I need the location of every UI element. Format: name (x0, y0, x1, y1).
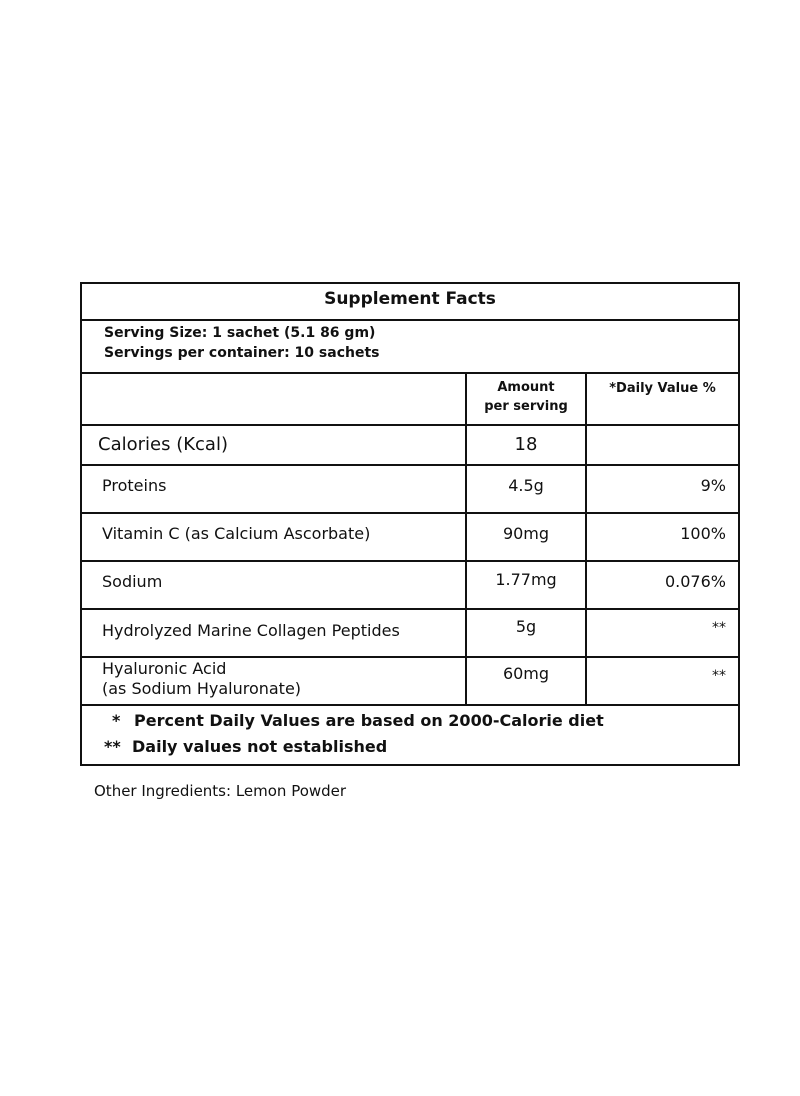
nutrient-dv-cell (585, 426, 738, 464)
footnote-text: Daily values not established (132, 737, 388, 756)
nutrient-dv-cell (585, 514, 738, 560)
footnote-mark: ** (104, 737, 121, 756)
header-amount-cell (465, 374, 585, 424)
nutrient-dv-cell (585, 610, 738, 656)
nutrient-dv-cell (585, 466, 738, 512)
nutrient-dv: 9% (700, 476, 726, 495)
nutrient-name: Hydrolyzed Marine Collagen Peptides (102, 621, 400, 640)
header-amount-line1: Amount (497, 380, 555, 395)
nutrient-amount: 1.77mg (495, 570, 557, 589)
nutrient-amount-cell (465, 466, 585, 512)
nutrient-amount-cell (465, 610, 585, 656)
header-dv-cell (585, 374, 738, 424)
header-name-cell (82, 374, 465, 424)
nutrient-dv: 0.076% (664, 572, 726, 591)
nutrient-name: Sodium (102, 572, 163, 591)
serving-info-row (82, 321, 738, 374)
nutrient-amount: 5g (515, 617, 537, 636)
table-row (82, 426, 738, 466)
nutrient-name: Calories (Kcal) (98, 434, 228, 455)
nutrient-amount-cell (465, 562, 585, 608)
title-row (82, 284, 738, 321)
table-row (82, 514, 738, 562)
nutrient-amount: 90mg (502, 524, 550, 543)
nutrient-amount-cell (465, 426, 585, 464)
column-header-row (82, 374, 738, 426)
other-ingredients: Other Ingredients: Lemon Powder (94, 782, 347, 800)
nutrient-name-cell (82, 426, 465, 464)
nutrient-name-line1: Hyaluronic Acid (102, 659, 227, 678)
header-amount (467, 378, 585, 416)
table-row (82, 466, 738, 514)
nutrient-amount-cell (465, 658, 585, 704)
serving-size: Serving Size: 1 sachet (5.1 86 gm) (104, 325, 376, 341)
header-daily-value: *Daily Value % (609, 381, 716, 396)
nutrient-name-cell (82, 466, 465, 512)
table-row (82, 658, 738, 706)
nutrient-name-line2: (as Sodium Hyaluronate) (102, 679, 302, 698)
supplement-facts-table (80, 282, 740, 766)
nutrient-name (102, 659, 301, 699)
nutrient-dv-cell (585, 658, 738, 704)
nutrient-dv: ** (712, 668, 726, 684)
nutrient-name-cell (82, 610, 465, 656)
nutrient-amount-cell (465, 514, 585, 560)
nutrient-name-cell (82, 514, 465, 560)
nutrient-name-cell (82, 562, 465, 608)
footnote-row (82, 706, 738, 766)
nutrient-name: Proteins (102, 476, 167, 495)
nutrient-dv: ** (712, 620, 726, 636)
table-row (82, 610, 738, 658)
nutrient-amount: 60mg (502, 664, 550, 683)
nutrient-amount: 4.5g (508, 476, 544, 495)
nutrient-dv-cell (585, 562, 738, 608)
nutrient-dv: 100% (680, 524, 726, 543)
footnote (112, 711, 604, 730)
nutrient-name: Vitamin C (as Calcium Ascorbate) (102, 524, 371, 543)
footnote-text: Percent Daily Values are based on 2000-Calorie diet (134, 711, 604, 730)
header-amount-line2: per serving (484, 399, 568, 414)
footnote-mark: * (112, 711, 121, 730)
footnote (104, 737, 387, 756)
servings-per-container: Servings per container: 10 sachets (104, 345, 380, 361)
nutrient-amount: 18 (514, 434, 538, 455)
nutrient-name-cell (82, 658, 465, 704)
table-row (82, 562, 738, 610)
table-title: Supplement Facts (324, 289, 496, 309)
